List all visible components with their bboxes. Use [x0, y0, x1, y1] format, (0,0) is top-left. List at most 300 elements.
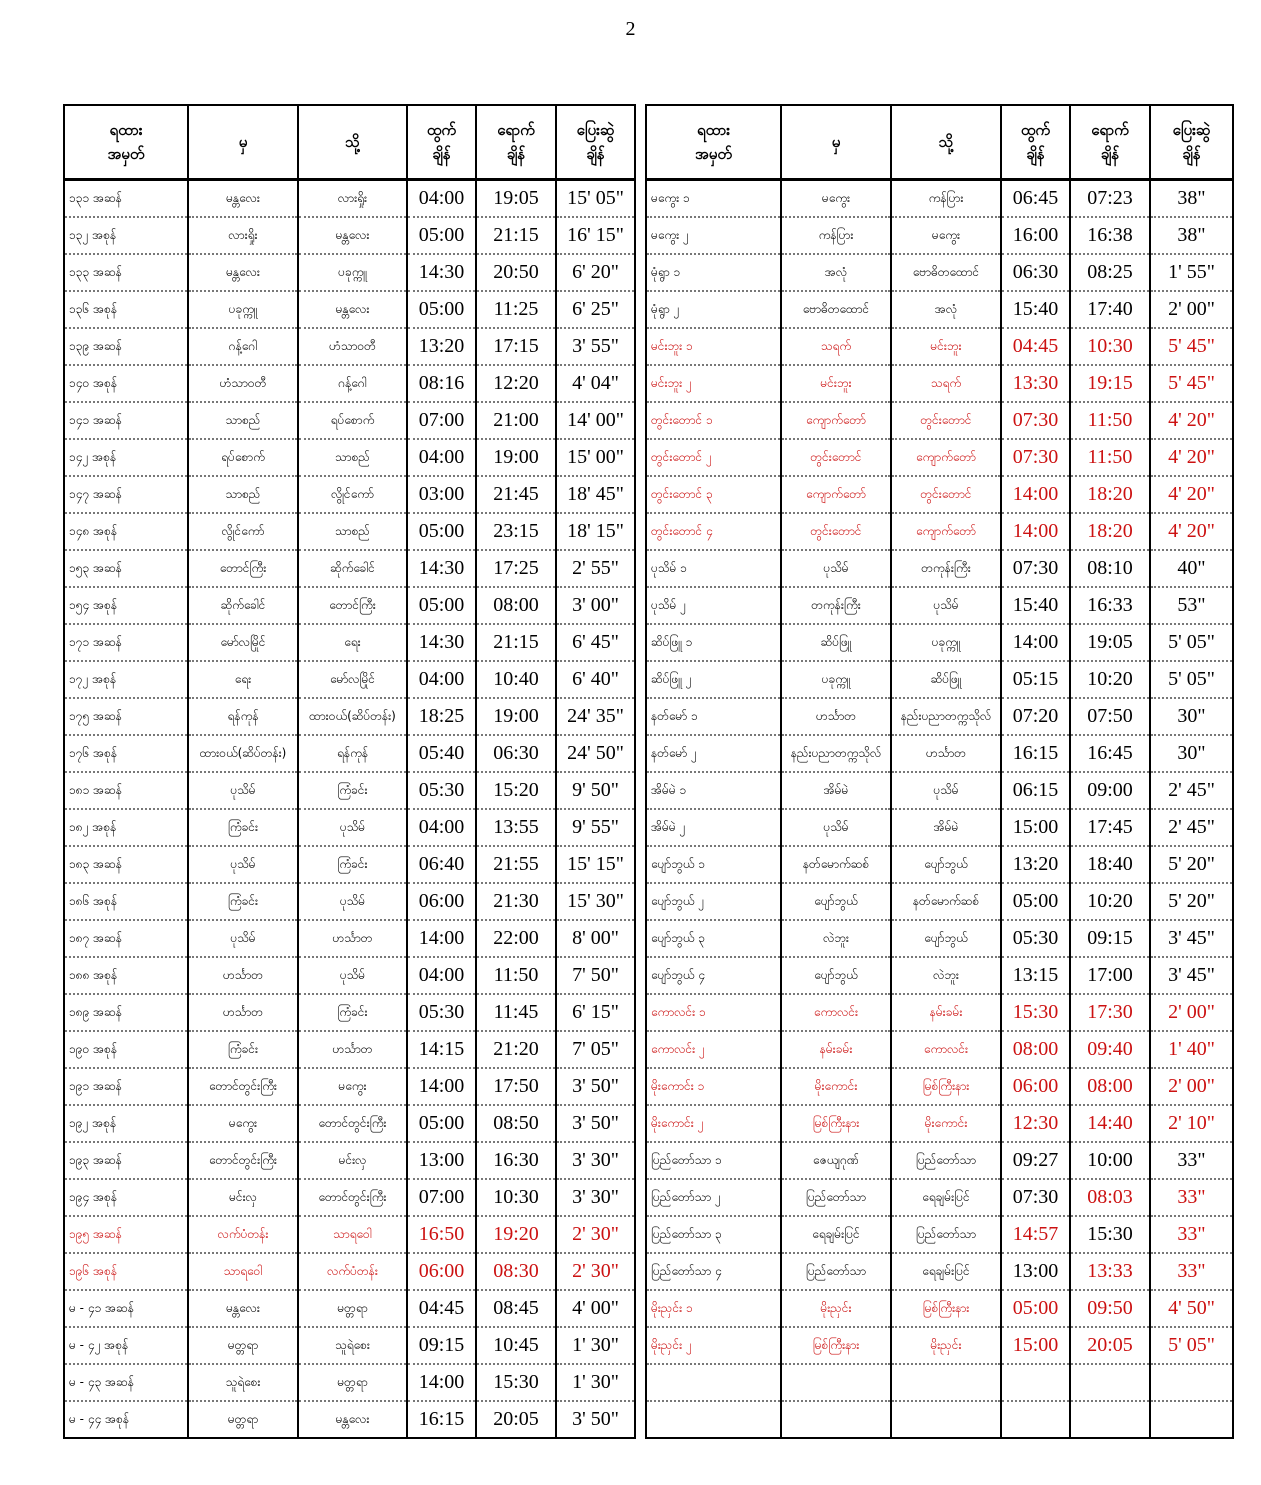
train-no-cell: မကွေး ၁	[646, 180, 781, 218]
departure-time-cell: 14:00	[407, 920, 476, 957]
to-station-cell: ထားဝယ်(ဆိပ်တန်း)	[298, 698, 407, 735]
from-station-cell: ရေချမ်းပြင်	[781, 1216, 891, 1253]
duration-cell: 1' 55"	[1150, 254, 1233, 291]
table-row	[64, 1179, 635, 1216]
to-station-cell: ဟင်္သာတ	[298, 920, 407, 957]
table-row	[64, 1068, 635, 1105]
header-to: သို့	[891, 105, 1001, 180]
train-no-cell: ၁၈၁ အဆန်	[64, 772, 188, 809]
table-row	[64, 402, 635, 439]
from-station-cell: အိမ်မဲ	[781, 772, 891, 809]
departure-time-cell: 16:00	[1001, 217, 1070, 254]
arrival-time-cell: 07:23	[1070, 180, 1150, 218]
arrival-time-cell: 18:20	[1070, 476, 1150, 513]
arrival-time-cell: 20:50	[476, 254, 556, 291]
duration-cell: 9' 50"	[556, 772, 635, 809]
right-header-row	[646, 105, 1233, 180]
arrival-time-cell: 19:15	[1070, 365, 1150, 402]
table-row	[64, 1105, 635, 1142]
departure-time-cell: 08:16	[407, 365, 476, 402]
train-no-cell: နတ်မော် ၁	[646, 698, 781, 735]
to-station-cell: ဗောဓိတထောင်	[891, 254, 1001, 291]
left-header-row	[64, 105, 635, 180]
from-station-cell: တောင်တွင်းကြီး	[188, 1068, 298, 1105]
from-station-cell: လားရှိုး	[188, 217, 298, 254]
train-no-cell: ၁၇၅ အဆန်	[64, 698, 188, 735]
table-row	[646, 476, 1233, 513]
duration-cell: 4' 50"	[1150, 1290, 1233, 1327]
duration-cell: 2' 00"	[1150, 1068, 1233, 1105]
departure-time-cell: 14:30	[407, 254, 476, 291]
duration-cell: 3' 00"	[556, 587, 635, 624]
table-row	[64, 920, 635, 957]
header-from: မှ	[781, 105, 891, 180]
departure-time-cell: 06:30	[1001, 254, 1070, 291]
departure-time-cell: 05:30	[407, 772, 476, 809]
duration-cell: 15' 15"	[556, 846, 635, 883]
to-station-cell: ဆိပ်ဖြူ	[891, 661, 1001, 698]
duration-cell: 18' 45"	[556, 476, 635, 513]
arrival-time-cell: 19:00	[476, 698, 556, 735]
to-station-cell: ရေချမ်းပြင်	[891, 1179, 1001, 1216]
train-no-cell: ၁၄၂ အစုန်	[64, 439, 188, 476]
train-no-cell: ဆိပ်ဖြူ ၂	[646, 661, 781, 698]
to-station-cell: တောင်တွင်းကြီး	[298, 1179, 407, 1216]
from-station-cell: မတ္တရာ	[188, 1401, 298, 1438]
duration-cell: 3' 50"	[556, 1401, 635, 1438]
arrival-time-cell: 18:40	[1070, 846, 1150, 883]
table-row	[646, 698, 1233, 735]
train-no-cell: မ - ၄၂ အစုန်	[64, 1327, 188, 1364]
train-no-cell: အိမ်မဲ ၂	[646, 809, 781, 846]
train-no-cell: အိမ်မဲ ၁	[646, 772, 781, 809]
duration-cell: 3' 30"	[556, 1142, 635, 1179]
table-row	[64, 661, 635, 698]
to-station-cell: ပြည်တော်သာ	[891, 1216, 1001, 1253]
from-station-cell: ရေး	[188, 661, 298, 698]
header-duration: ပြေးဆွဲ ချိန်	[556, 105, 635, 180]
table-row	[646, 291, 1233, 328]
departure-time-cell: 06:45	[1001, 180, 1070, 218]
to-station-cell: ကောလင်း	[891, 1031, 1001, 1068]
departure-time-cell: 04:45	[1001, 328, 1070, 365]
to-station-cell: မင်းဘူး	[891, 328, 1001, 365]
departure-time-cell: 12:30	[1001, 1105, 1070, 1142]
arrival-time-cell: 17:50	[476, 1068, 556, 1105]
departure-time-cell: 13:20	[1001, 846, 1070, 883]
to-station-cell: တောင်ကြီး	[298, 587, 407, 624]
duration-cell: 7' 50"	[556, 957, 635, 994]
from-station-cell: ပြည်တော်သာ	[781, 1179, 891, 1216]
from-station-cell: နည်းပညာတက္ကသိုလ်	[781, 735, 891, 772]
arrival-time-cell: 19:20	[476, 1216, 556, 1253]
to-station-cell: အလုံ	[891, 291, 1001, 328]
arrival-time-cell: 08:30	[476, 1253, 556, 1290]
arrival-time-cell: 11:25	[476, 291, 556, 328]
arrival-time-cell: 19:05	[476, 180, 556, 218]
duration-cell: 4' 04"	[556, 365, 635, 402]
from-station-cell: ပုသိမ်	[188, 920, 298, 957]
train-no-cell: မ - ၄၃ အဆန်	[64, 1364, 188, 1401]
from-station-cell: ကြံခင်း	[188, 883, 298, 920]
table-row	[646, 254, 1233, 291]
to-station-cell: ပျော်ဘွယ်	[891, 846, 1001, 883]
to-station-cell: တကုန်းကြီး	[891, 550, 1001, 587]
departure-time-cell: 05:40	[407, 735, 476, 772]
arrival-time-cell: 11:50	[476, 957, 556, 994]
departure-time-cell: 05:30	[407, 994, 476, 1031]
to-station-cell: လွိုင်ကော်	[298, 476, 407, 513]
departure-time-cell: 05:00	[1001, 883, 1070, 920]
from-station-cell: ဆိုက်ခေါင်	[188, 587, 298, 624]
arrival-time-cell: 10:20	[1070, 661, 1150, 698]
departure-time-cell: 05:00	[407, 513, 476, 550]
arrival-time-cell: 16:45	[1070, 735, 1150, 772]
page-number: 2	[625, 18, 636, 40]
from-station-cell: ကျောက်တော်	[781, 476, 891, 513]
table-row	[646, 328, 1233, 365]
departure-time-cell	[1001, 1364, 1070, 1401]
arrival-time-cell: 21:00	[476, 402, 556, 439]
table-row	[646, 1290, 1233, 1327]
from-station-cell: ထားဝယ်(ဆိပ်တန်း)	[188, 735, 298, 772]
arrival-time-cell: 08:50	[476, 1105, 556, 1142]
to-station-cell: မော်လမြိုင်	[298, 661, 407, 698]
to-station-cell: ရေး	[298, 624, 407, 661]
table-row	[64, 254, 635, 291]
to-station-cell: မြစ်ကြီးနား	[891, 1290, 1001, 1327]
duration-cell: 24' 50"	[556, 735, 635, 772]
arrival-time-cell: 18:20	[1070, 513, 1150, 550]
arrival-time-cell: 13:55	[476, 809, 556, 846]
from-station-cell: ပြည်တော်သာ	[781, 1253, 891, 1290]
train-no-cell: ပြည်တော်သာ ၄	[646, 1253, 781, 1290]
train-no-cell: ၁၉၁ အဆန်	[64, 1068, 188, 1105]
duration-cell: 5' 20"	[1150, 883, 1233, 920]
departure-time-cell: 13:15	[1001, 957, 1070, 994]
from-station-cell: မိုးညှင်း	[781, 1290, 891, 1327]
train-no-cell: ၁၈၃ အဆန်	[64, 846, 188, 883]
duration-cell: 3' 45"	[1150, 920, 1233, 957]
to-station-cell	[891, 1401, 1001, 1438]
duration-cell: 4' 20"	[1150, 402, 1233, 439]
table-row	[64, 846, 635, 883]
table-row	[646, 365, 1233, 402]
departure-time-cell: 07:30	[1001, 550, 1070, 587]
from-station-cell: ဆိပ်ဖြူ	[781, 624, 891, 661]
train-no-cell: ၁၃၁ အဆန်	[64, 180, 188, 218]
from-station-cell: မင်းဘူး	[781, 365, 891, 402]
table-row	[64, 476, 635, 513]
departure-time-cell: 16:15	[407, 1401, 476, 1438]
arrival-time-cell: 11:45	[476, 994, 556, 1031]
table-row	[646, 1253, 1233, 1290]
train-no-cell: ၁၃၉ အဆန်	[64, 328, 188, 365]
train-no-cell: ၁၈၈ အစုန်	[64, 957, 188, 994]
from-station-cell: သူရဲစေး	[188, 1364, 298, 1401]
arrival-time-cell: 14:40	[1070, 1105, 1150, 1142]
train-no-cell: မကွေး ၂	[646, 217, 781, 254]
departure-time-cell: 06:15	[1001, 772, 1070, 809]
duration-cell: 5' 05"	[1150, 661, 1233, 698]
table-row	[646, 180, 1233, 218]
duration-cell: 15' 05"	[556, 180, 635, 218]
departure-time-cell: 06:00	[407, 883, 476, 920]
departure-time-cell: 14:00	[407, 1068, 476, 1105]
from-station-cell: ပုသိမ်	[188, 846, 298, 883]
to-station-cell: ဟံသာဝတီ	[298, 328, 407, 365]
duration-cell: 18' 15"	[556, 513, 635, 550]
table-row	[646, 772, 1233, 809]
from-station-cell: ဂန့်ဂေါ	[188, 328, 298, 365]
to-station-cell: ကြံခင်း	[298, 994, 407, 1031]
duration-cell: 1' 30"	[556, 1364, 635, 1401]
table-row	[64, 513, 635, 550]
departure-time-cell: 07:30	[1001, 1179, 1070, 1216]
from-station-cell: တွင်းတောင်	[781, 439, 891, 476]
from-station-cell: မတ္တရာ	[188, 1327, 298, 1364]
train-no-cell: မိုးကောင်း ၂	[646, 1105, 781, 1142]
from-station-cell: ပျော်ဘွယ်	[781, 883, 891, 920]
departure-time-cell: 07:30	[1001, 402, 1070, 439]
arrival-time-cell: 09:15	[1070, 920, 1150, 957]
table-row	[64, 587, 635, 624]
arrival-time-cell: 08:00	[1070, 1068, 1150, 1105]
table-row	[646, 402, 1233, 439]
to-station-cell: ပခုက္ကူ	[891, 624, 1001, 661]
to-station-cell: သူရဲစေး	[298, 1327, 407, 1364]
duration-cell: 2' 00"	[1150, 994, 1233, 1031]
duration-cell: 4' 20"	[1150, 513, 1233, 550]
departure-time-cell: 04:00	[407, 439, 476, 476]
train-no-cell: ၁၃၆ အစုန်	[64, 291, 188, 328]
duration-cell: 33"	[1150, 1142, 1233, 1179]
table-row	[64, 772, 635, 809]
departure-time-cell: 14:00	[1001, 476, 1070, 513]
from-station-cell: လဲဘူး	[781, 920, 891, 957]
departure-time-cell: 16:50	[407, 1216, 476, 1253]
from-station-cell: ဇေယျဂုဏ်	[781, 1142, 891, 1179]
left-timetable	[63, 104, 636, 1439]
from-station-cell: မြစ်ကြီးနား	[781, 1327, 891, 1364]
departure-time-cell	[1001, 1401, 1070, 1438]
duration-cell: 4' 20"	[1150, 476, 1233, 513]
duration-cell: 15' 00"	[556, 439, 635, 476]
from-station-cell: ရန်ကုန်	[188, 698, 298, 735]
arrival-time-cell: 19:00	[476, 439, 556, 476]
train-no-cell: ပျော်ဘွယ် ၂	[646, 883, 781, 920]
arrival-time-cell: 10:30	[476, 1179, 556, 1216]
arrival-time-cell: 10:45	[476, 1327, 556, 1364]
header-train-no: ရထား အမှတ်	[64, 105, 188, 180]
from-station-cell: သာရဝေါ	[188, 1253, 298, 1290]
table-row	[646, 883, 1233, 920]
table-row	[64, 550, 635, 587]
train-no-cell: ၁၈၉ အဆန်	[64, 994, 188, 1031]
departure-time-cell: 05:00	[1001, 1290, 1070, 1327]
train-no-cell: ၁၃၂ အစုန်	[64, 217, 188, 254]
departure-time-cell: 14:15	[407, 1031, 476, 1068]
to-station-cell	[891, 1364, 1001, 1401]
duration-cell: 53"	[1150, 587, 1233, 624]
arrival-time-cell	[1070, 1401, 1150, 1438]
train-no-cell: ပြည်တော်သာ ၂	[646, 1179, 781, 1216]
arrival-time-cell: 20:05	[1070, 1327, 1150, 1364]
arrival-time-cell: 09:50	[1070, 1290, 1150, 1327]
arrival-time-cell: 22:00	[476, 920, 556, 957]
arrival-time-cell: 10:20	[1070, 883, 1150, 920]
duration-cell: 1' 30"	[556, 1327, 635, 1364]
duration-cell: 5' 20"	[1150, 846, 1233, 883]
train-no-cell: မိုးကောင်း ၁	[646, 1068, 781, 1105]
table-row	[64, 883, 635, 920]
table-row	[64, 1364, 635, 1401]
departure-time-cell: 05:30	[1001, 920, 1070, 957]
from-station-cell: နမ်းခမ်း	[781, 1031, 891, 1068]
from-station-cell: မကွေး	[188, 1105, 298, 1142]
arrival-time-cell: 17:25	[476, 550, 556, 587]
from-station-cell: မင်းလှ	[188, 1179, 298, 1216]
departure-time-cell: 16:15	[1001, 735, 1070, 772]
duration-cell: 1' 40"	[1150, 1031, 1233, 1068]
from-station-cell	[781, 1364, 891, 1401]
departure-time-cell: 05:15	[1001, 661, 1070, 698]
train-no-cell: တွင်းတောင် ၄	[646, 513, 781, 550]
duration-cell: 5' 45"	[1150, 365, 1233, 402]
to-station-cell: ပုသိမ်	[298, 957, 407, 994]
arrival-time-cell: 17:30	[1070, 994, 1150, 1031]
departure-time-cell: 07:30	[1001, 439, 1070, 476]
duration-cell: 2' 00"	[1150, 291, 1233, 328]
from-station-cell: မန္တလေး	[188, 1290, 298, 1327]
to-station-cell: ကြံခင်း	[298, 772, 407, 809]
duration-cell: 4' 20"	[1150, 439, 1233, 476]
header-to: သို့	[298, 105, 407, 180]
departure-time-cell: 15:00	[1001, 1327, 1070, 1364]
arrival-time-cell: 17:00	[1070, 957, 1150, 994]
to-station-cell: ပုသိမ်	[891, 772, 1001, 809]
from-station-cell: မော်လမြိုင်	[188, 624, 298, 661]
train-no-cell: မုံရွာ ၁	[646, 254, 781, 291]
arrival-time-cell	[1070, 1364, 1150, 1401]
duration-cell	[1150, 1401, 1233, 1438]
to-station-cell: သာစည်	[298, 439, 407, 476]
table-row	[64, 328, 635, 365]
table-row	[646, 587, 1233, 624]
to-station-cell: ပုသိမ်	[298, 883, 407, 920]
duration-cell: 3' 50"	[556, 1068, 635, 1105]
from-station-cell: သာစည်	[188, 402, 298, 439]
train-no-cell: ပြည်တော်သာ ၁	[646, 1142, 781, 1179]
from-station-cell: မိုးကောင်း	[781, 1068, 891, 1105]
from-station-cell	[781, 1401, 891, 1438]
departure-time-cell: 15:30	[1001, 994, 1070, 1031]
table-row	[64, 1327, 635, 1364]
table-row	[64, 957, 635, 994]
to-station-cell: သရက်	[891, 365, 1001, 402]
duration-cell: 15' 30"	[556, 883, 635, 920]
duration-cell: 2' 30"	[556, 1216, 635, 1253]
duration-cell: 2' 10"	[1150, 1105, 1233, 1142]
train-no-cell: မ - ၄၄ အစုန်	[64, 1401, 188, 1438]
duration-cell: 30"	[1150, 698, 1233, 735]
departure-time-cell: 13:20	[407, 328, 476, 365]
to-station-cell: ပုသိမ်	[298, 809, 407, 846]
departure-time-cell: 04:00	[407, 957, 476, 994]
to-station-cell: နမ်းခမ်း	[891, 994, 1001, 1031]
train-no-cell: ၁၄၀ အစုန်	[64, 365, 188, 402]
departure-time-cell: 07:20	[1001, 698, 1070, 735]
table-row	[646, 661, 1233, 698]
to-station-cell: မန္တလေး	[298, 1401, 407, 1438]
table-row	[646, 1216, 1233, 1253]
duration-cell: 38"	[1150, 217, 1233, 254]
departure-time-cell: 18:25	[407, 698, 476, 735]
table-row	[646, 550, 1233, 587]
departure-time-cell: 04:00	[407, 809, 476, 846]
from-station-cell: တွင်းတောင်	[781, 513, 891, 550]
arrival-time-cell: 15:30	[1070, 1216, 1150, 1253]
to-station-cell: ပျော်ဘွယ်	[891, 920, 1001, 957]
arrival-time-cell: 21:15	[476, 624, 556, 661]
duration-cell: 9' 55"	[556, 809, 635, 846]
train-no-cell: ၁၇၁ အဆန်	[64, 624, 188, 661]
from-station-cell: ပုသိမ်	[781, 550, 891, 587]
to-station-cell: ကြံခင်း	[298, 846, 407, 883]
train-no-cell: ၁၄၇ အဆန်	[64, 476, 188, 513]
duration-cell: 2' 45"	[1150, 772, 1233, 809]
duration-cell: 2' 30"	[556, 1253, 635, 1290]
departure-time-cell: 09:27	[1001, 1142, 1070, 1179]
arrival-time-cell: 23:15	[476, 513, 556, 550]
departure-time-cell: 14:00	[1001, 513, 1070, 550]
departure-time-cell: 13:30	[1001, 365, 1070, 402]
duration-cell: 24' 35"	[556, 698, 635, 735]
departure-time-cell: 13:00	[1001, 1253, 1070, 1290]
table-row	[64, 624, 635, 661]
train-no-cell	[646, 1401, 781, 1438]
table-row	[64, 1142, 635, 1179]
to-station-cell: ရန်ကုန်	[298, 735, 407, 772]
departure-time-cell: 09:15	[407, 1327, 476, 1364]
to-station-cell: လားရှိုး	[298, 180, 407, 218]
train-no-cell: ကောလင်း ၁	[646, 994, 781, 1031]
to-station-cell: မြစ်ကြီးနား	[891, 1068, 1001, 1105]
arrival-time-cell: 16:38	[1070, 217, 1150, 254]
departure-time-cell: 07:00	[407, 402, 476, 439]
to-station-cell: ပခုက္ကူ	[298, 254, 407, 291]
duration-cell: 6' 20"	[556, 254, 635, 291]
from-station-cell: ဟံသာဝတီ	[188, 365, 298, 402]
to-station-cell: ရပ်စောက်	[298, 402, 407, 439]
train-no-cell: ၁၉၅ အဆန်	[64, 1216, 188, 1253]
train-no-cell: တွင်းတောင် ၁	[646, 402, 781, 439]
from-station-cell: ဟင်္သာတ	[188, 957, 298, 994]
table-row	[646, 957, 1233, 994]
arrival-time-cell: 10:40	[476, 661, 556, 698]
to-station-cell: တောင်တွင်းကြီး	[298, 1105, 407, 1142]
to-station-cell: ပြည်တော်သာ	[891, 1142, 1001, 1179]
train-no-cell: ဆိပ်ဖြူ ၁	[646, 624, 781, 661]
table-row	[646, 735, 1233, 772]
duration-cell: 40"	[1150, 550, 1233, 587]
duration-cell: 6' 15"	[556, 994, 635, 1031]
duration-cell: 6' 25"	[556, 291, 635, 328]
from-station-cell: တောင်တွင်းကြီး	[188, 1142, 298, 1179]
arrival-time-cell: 08:00	[476, 587, 556, 624]
table-row	[64, 1290, 635, 1327]
train-no-cell: တွင်းတောင် ၃	[646, 476, 781, 513]
